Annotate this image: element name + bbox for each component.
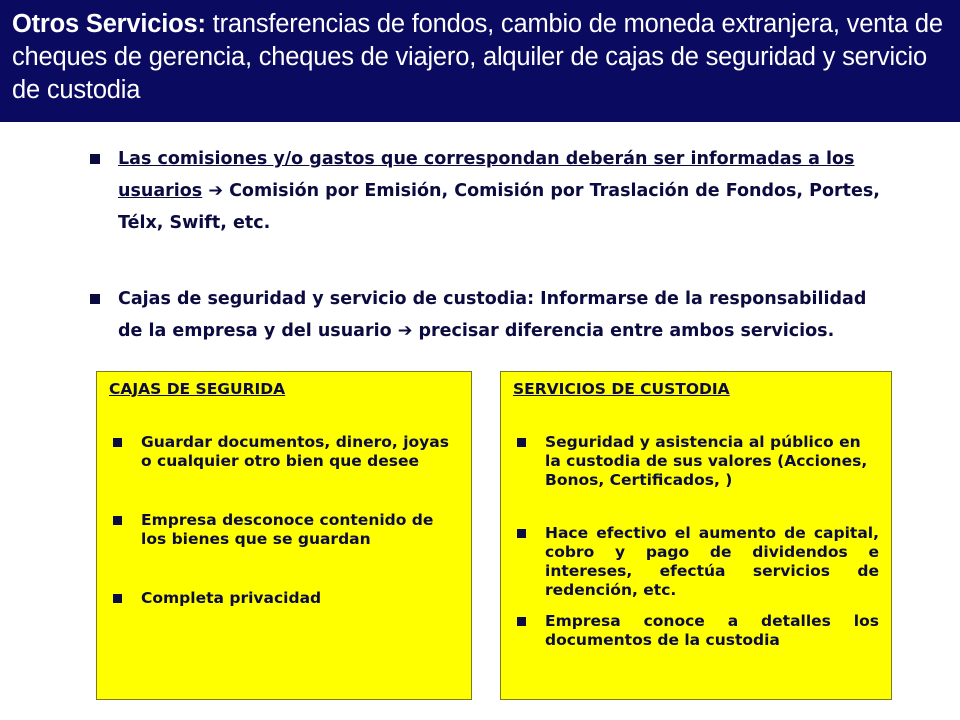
cajas-de-seguridad-box xyxy=(96,371,472,700)
title-bold: Otros Servicios: xyxy=(12,10,206,38)
list-item-text: Hace efectivo el aumento de capital, cobro y pago de dividendos e intereses, efectúa servicios de redención, etc. xyxy=(545,524,879,599)
bullet-item-comisiones xyxy=(80,143,880,239)
bullet-text: Comisión por Emisión, Comisión por Traslación de Fondos, Portes, Télx, Swift, etc. xyxy=(118,181,880,233)
bullet-text: precisar diferencia entre ambos servicios. xyxy=(412,321,835,341)
list-item xyxy=(109,589,459,608)
list-item-text: Completa privacidad xyxy=(141,589,322,607)
list-item-text: Empresa desconoce contenido de los bienes que se guardan xyxy=(141,511,434,548)
servicios-de-custodia-box xyxy=(500,371,892,700)
list-item xyxy=(109,433,459,471)
list-item-text: Seguridad y asistencia al público en la custodia de sus valores (Acciones, Bonos, Certificados, ) xyxy=(545,433,868,489)
square-bullet-icon xyxy=(90,294,100,304)
list-item-text: Guardar documentos, dinero, joyas o cualquier otro bien que desee xyxy=(141,433,449,470)
square-bullet-icon xyxy=(113,516,122,525)
box-heading: SERVICIOS DE CUSTODIA xyxy=(513,380,730,398)
list-item-text: Empresa conoce a detalles los documentos de la custodia xyxy=(545,612,879,649)
square-bullet-icon xyxy=(517,617,526,626)
bullet-list xyxy=(80,143,880,347)
square-bullet-icon xyxy=(113,438,122,447)
right-arrow-icon: ➔ xyxy=(208,181,223,201)
bullet-underlined-text: Las comisiones y/o gastos que correspondan deberán ser informadas a los usuarios xyxy=(118,149,855,201)
square-bullet-icon xyxy=(517,438,526,447)
bullet-item-cajas xyxy=(80,283,880,347)
title-rest: transferencias de fondos, cambio de moneda extranjera, venta de cheques de gerencia, cheques de viajero, alquiler de cajas de seguridad y servicio de custodia xyxy=(12,10,943,104)
square-bullet-icon xyxy=(517,529,526,538)
list-item xyxy=(513,524,879,600)
list-item xyxy=(513,433,879,490)
box-heading: CAJAS DE SEGURIDA xyxy=(109,380,286,398)
square-bullet-icon xyxy=(90,154,100,164)
slide-title xyxy=(0,0,960,122)
square-bullet-icon xyxy=(113,594,122,603)
list-item xyxy=(109,511,459,549)
bullet-text: Cajas de seguridad y servicio de custodia: Informarse de la responsabilidad de la empresa y del usuario xyxy=(118,289,867,341)
list-item xyxy=(513,612,879,650)
right-arrow-icon: ➔ xyxy=(397,321,413,341)
